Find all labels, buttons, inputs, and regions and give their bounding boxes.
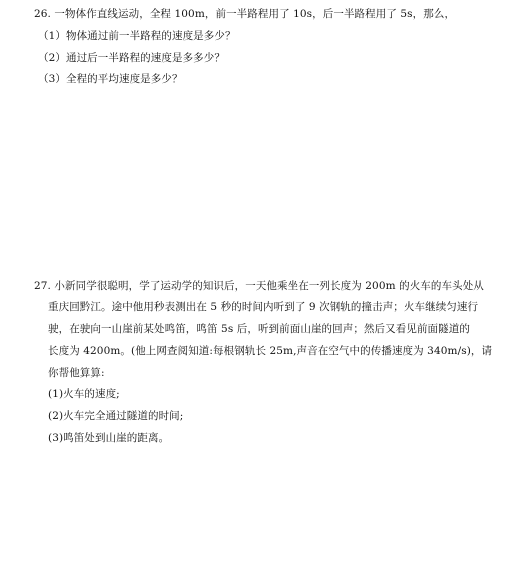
question-27-part-1: (1)火车的速度; bbox=[48, 388, 120, 400]
question-26-part-1: （1）物体通过前一半路程的速度是多少？ bbox=[38, 30, 236, 42]
question-27-stem-line-5: 你帮他算算: bbox=[48, 367, 105, 379]
question-27-stem-line-1: 27. 小新同学很聪明，学了运动学的知识后，一天他乘坐在一列长度为 200m 的火车的车头处从 bbox=[34, 280, 484, 292]
question-26-part-2: （2）通过后一半路程的速度是多多少？ bbox=[38, 52, 225, 64]
question-26-part-3: （3）全程的平均速度是多少？ bbox=[38, 73, 183, 85]
question-27-part-2: (2)火车完全通过隧道的时间; bbox=[48, 410, 184, 422]
question-26-stem: 26. 一物体作直线运动，全程 100m，前一半路程用了 10s，后一半路程用了 5s，那么， bbox=[34, 8, 456, 20]
question-27-stem-line-4: 长度为 4200m。(他上网查阅知道:每根钢轨长 25m,声音在空气中的传播速度为 340m/s)，请 bbox=[48, 345, 493, 357]
question-27-stem-line-2: 重庆回黔江。途中他用秒表测出在 5 秒的时间内听到了 9 次钢轨的撞击声；火车继续匀速行 bbox=[48, 301, 479, 313]
question-27-part-3: (3)鸣笛处到山崖的距离。 bbox=[48, 432, 170, 444]
question-27-stem-line-3: 驶，在驶向一山崖前某处鸣笛，鸣笛 5s 后，听到前面山崖的回声；然后又看见前面隧道的 bbox=[48, 323, 470, 335]
